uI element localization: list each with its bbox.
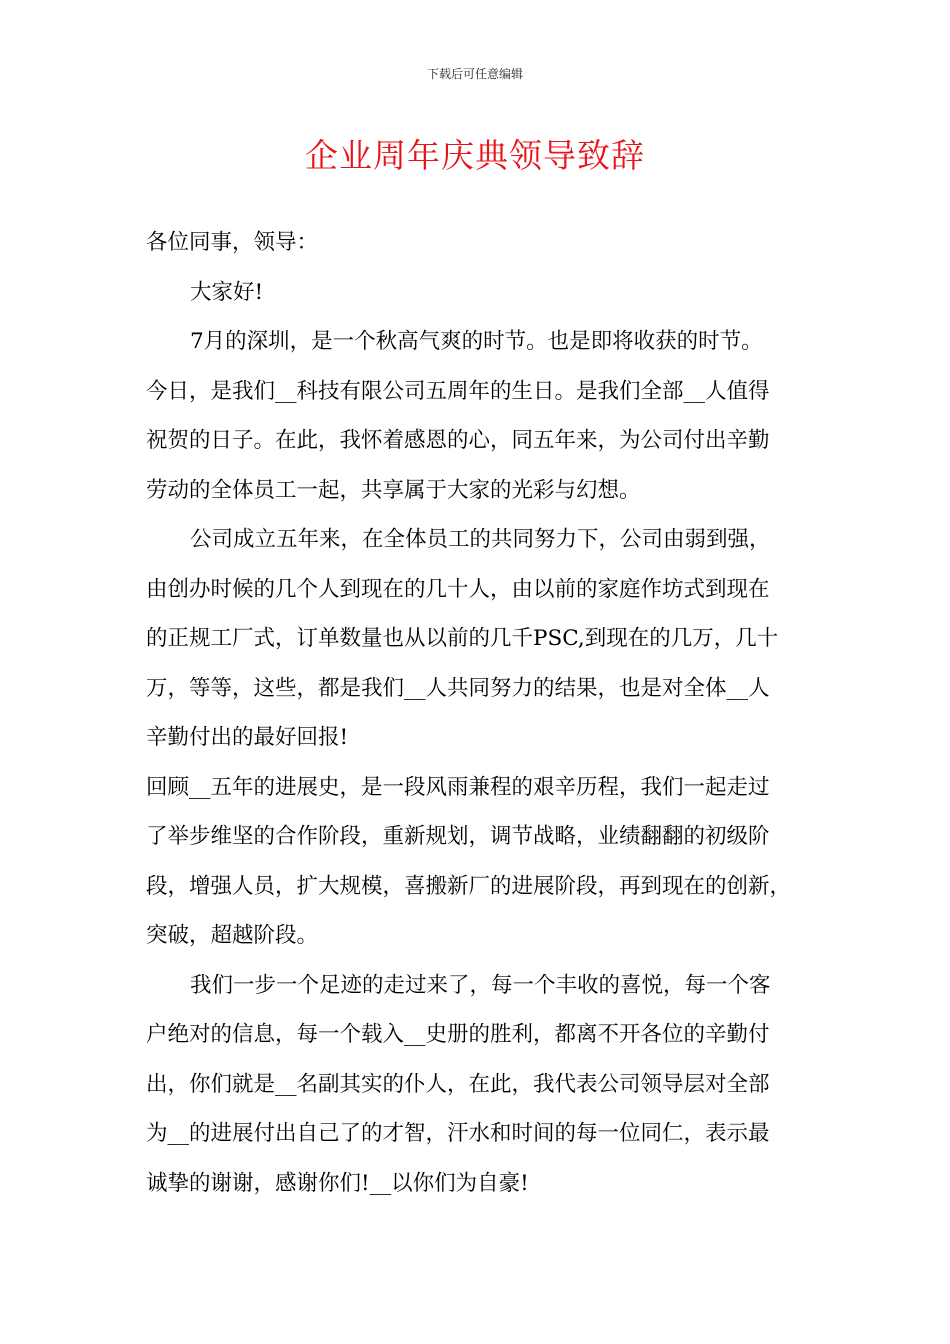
paragraph-2-line-4: 万，等等，这些，都是我们__人共同努力的结果，也是对全体__人 [146, 675, 770, 701]
salutation-line: 各位同事，领导： [146, 230, 319, 255]
greeting-line: 大家好! [190, 279, 264, 305]
paragraph-2-line-3: 的正规工厂式，订单数量也从以前的几千PSC,到现在的几万，几十 [146, 626, 779, 651]
document-title: 企业周年庆典领导致辞 [305, 136, 645, 175]
paragraph-1-line-4: 劳动的全体员工一起，共享属于大家的光彩与幻想。 [146, 477, 641, 503]
paragraph-4-line-2: 户绝对的信息，每一个载入__史册的胜利，都离不开各位的辛勤付 [146, 1022, 770, 1047]
paragraph-4-line-4: 为__的进展付出自己了的才智，汗水和时间的每一位同仁，表示最 [146, 1121, 770, 1146]
document-body [146, 218, 810, 1208]
download-note: 下载后可任意编辑 [426, 67, 523, 81]
paragraph-3-line-3: 段，增强人员，扩大规模，喜搬新厂的进展阶段，再到现在的创新， [146, 873, 792, 899]
paragraph-2-line-5: 辛勤付出的最好回报! [146, 725, 349, 750]
paragraph-3-line-2: 了举步维坚的合作阶段，重新规划，调节战略，业绩翻翻的初级阶 [146, 824, 770, 849]
paragraph-2-line-1: 公司成立五年来，在全体员工的共同努力下，公司由弱到强， [190, 527, 771, 552]
paragraph-2-line-2: 由创办时候的几个人到现在的几十人，由以前的家庭作坊式到现在 [146, 576, 770, 602]
paragraph-1-line-3: 祝贺的日子。在此，我怀着感恩的心，同五年来，为公司付出辛勤 [146, 428, 770, 453]
paragraph-1-line-2: 今日，是我们__科技有限公司五周年的生日。是我们全部__人值得 [146, 378, 770, 404]
paragraph-1-line-1: 7月的深圳，是一个秋高气爽的时节。也是即将收获的时节。 [190, 329, 763, 354]
paragraph-4-line-5: 诚挚的谢谢，感谢你们!__以你们为自豪! [146, 1170, 529, 1196]
paragraph-3-line-4: 突破，超越阶段。 [146, 923, 319, 948]
paragraph-4-line-1: 我们一步一个足迹的走过来了，每一个丰收的喜悦，每一个客 [190, 972, 771, 998]
paragraph-4-line-3: 出，你们就是__名副其实的仆人，在此，我代表公司领导层对全部 [146, 1071, 770, 1097]
paragraph-3-line-1: 回顾__五年的进展史，是一段风雨兼程的艰辛历程，我们一起走过 [146, 774, 770, 800]
